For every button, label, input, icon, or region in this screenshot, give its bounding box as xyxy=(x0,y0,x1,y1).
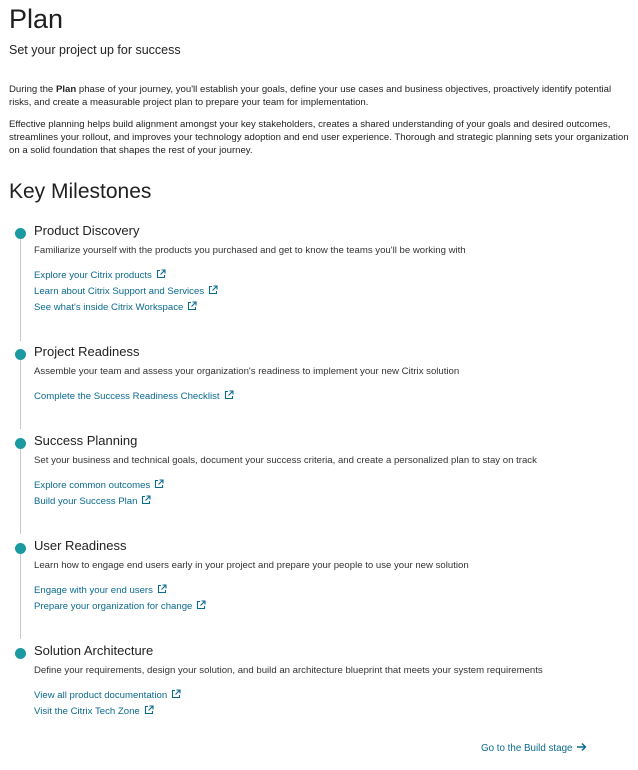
external-link-icon xyxy=(157,584,167,594)
milestone-dot-icon xyxy=(15,543,26,554)
external-link-icon xyxy=(208,285,218,295)
milestone-dot-icon xyxy=(15,648,26,659)
link-engage-end-users[interactable]: Engage with your end users xyxy=(34,584,206,600)
milestone-links xyxy=(34,584,206,616)
link-build-success-plan[interactable]: Build your Success Plan xyxy=(34,495,164,511)
page-title: Plan xyxy=(9,4,64,34)
plan-keyword: Plan xyxy=(55,84,77,95)
external-link-icon xyxy=(144,705,154,715)
milestone-dot-icon xyxy=(15,228,26,239)
link-explore-common-outcomes[interactable]: Explore common outcomes xyxy=(34,479,164,495)
external-link-icon xyxy=(154,479,164,489)
milestone-description: Assemble your team and assess your organization's readiness to implement your new Citrix solution xyxy=(34,366,460,377)
milestone-links xyxy=(34,689,181,721)
milestone-title: User Readiness xyxy=(34,538,127,553)
intro-text xyxy=(9,83,631,166)
milestone-links xyxy=(34,269,218,317)
page-subtitle: Set your project up for success xyxy=(9,43,181,57)
arrow-right-icon xyxy=(576,742,587,752)
external-link-icon xyxy=(224,390,234,400)
external-link-icon xyxy=(187,301,197,311)
link-product-documentation[interactable]: View all product documentation xyxy=(34,689,181,705)
milestone-title: Solution Architecture xyxy=(34,643,154,658)
link-citrix-support-services[interactable]: Learn about Citrix Support and Services xyxy=(34,285,218,301)
milestone-description: Set your business and technical goals, document your success criteria, and create a personalized plan to stay on track xyxy=(34,455,537,466)
timeline-rail xyxy=(20,354,21,429)
link-citrix-tech-zone[interactable]: Visit the Citrix Tech Zone xyxy=(34,705,181,721)
milestone-dot-icon xyxy=(15,349,26,360)
timeline-rail xyxy=(20,443,21,534)
milestone-dot-icon xyxy=(15,438,26,449)
link-explore-citrix-products[interactable]: Explore your Citrix products xyxy=(34,269,218,285)
milestone-title: Project Readiness xyxy=(34,344,140,359)
milestone-description: Familiarize yourself with the products you purchased and get to know the teams you'll be working with xyxy=(34,245,466,256)
go-to-build-stage-link[interactable]: Go to the Build stage xyxy=(481,742,587,754)
link-citrix-workspace[interactable]: See what's inside Citrix Workspace xyxy=(34,301,218,317)
milestone-title: Success Planning xyxy=(34,433,138,448)
timeline-rail xyxy=(20,233,21,341)
link-success-readiness-checklist[interactable]: Complete the Success Readiness Checklist xyxy=(34,390,234,406)
intro-paragraph-1: During the Plan phase of your journey, you'll establish your goals, define your use cases and business objectives, proactively identify potential risks, and create a measurable project plan to prepare your team for implementation. xyxy=(9,84,612,108)
external-link-icon xyxy=(171,689,181,699)
milestone-links xyxy=(34,390,234,406)
link-prepare-organization-change[interactable]: Prepare your organization for change xyxy=(34,600,206,616)
milestone-description: Learn how to engage end users early in your project and prepare your people to use your new solution xyxy=(34,560,469,571)
section-title-key-milestones: Key Milestones xyxy=(9,180,152,203)
milestone-description: Define your requirements, design your solution, and build an architecture blueprint that meets your system requirements xyxy=(34,665,543,676)
milestone-title: Product Discovery xyxy=(34,223,140,238)
external-link-icon xyxy=(141,495,151,505)
timeline-rail xyxy=(20,548,21,639)
external-link-icon xyxy=(196,600,206,610)
intro-paragraph-2: Effective planning helps build alignment amongst your key stakeholders, creates a shared understanding of your goals and desired outcomes, streamlines your rollout, and improves your technology adoption and end user experience. Thorough and strategic planning sets your organization on a solid foundation that shapes the rest of your journey. xyxy=(9,119,629,156)
milestone-links xyxy=(34,479,164,511)
external-link-icon xyxy=(156,269,166,279)
